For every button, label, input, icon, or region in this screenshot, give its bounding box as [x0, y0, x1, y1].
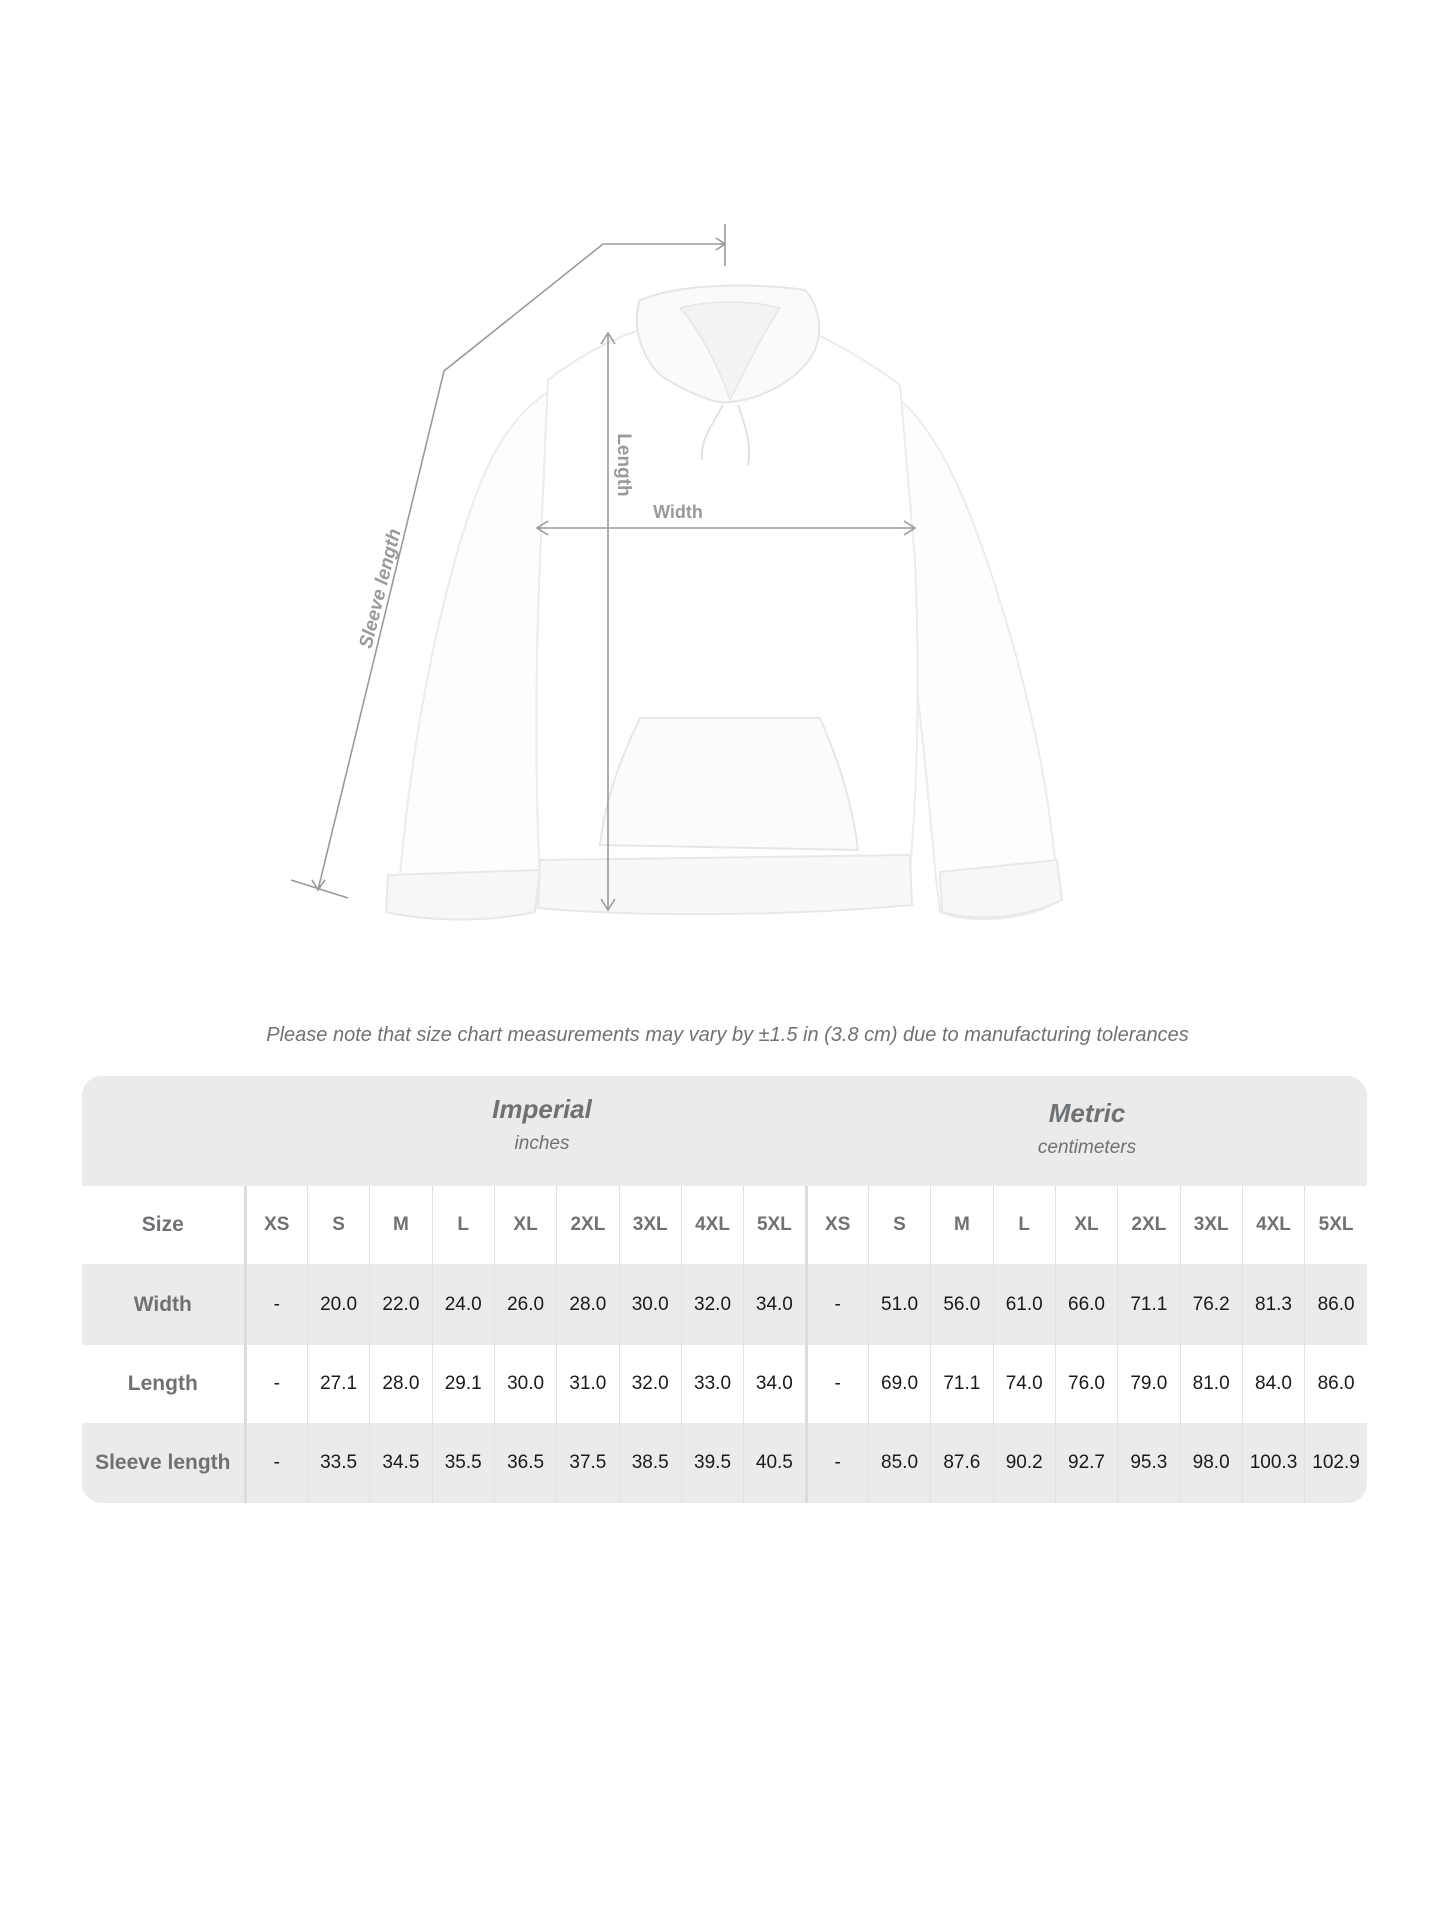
imperial-subtitle: inches [514, 1133, 570, 1154]
imperial-value-cell: 32.0 [681, 1264, 743, 1345]
imperial-size-l: L [432, 1186, 494, 1264]
tolerance-note: Please note that size chart measurements may vary by ±1.5 in (3.8 cm) due to manufacturing tolerances [266, 1024, 1189, 1046]
imperial-size-3xl: 3XL [619, 1186, 681, 1264]
metric-size-l: L [993, 1186, 1055, 1264]
imperial-value-cell: 28.0 [370, 1345, 432, 1423]
metric-value-cell: 51.0 [868, 1264, 930, 1345]
metric-value-cell: - [806, 1345, 868, 1423]
imperial-title: Imperial [492, 1094, 592, 1124]
imperial-value-cell: 20.0 [307, 1264, 369, 1345]
hoodie-illustration [386, 286, 1062, 920]
metric-value-cell: 76.2 [1180, 1264, 1242, 1345]
row-label: Length [82, 1345, 245, 1423]
metric-value-cell: 71.1 [1118, 1264, 1180, 1345]
size-chart [82, 1076, 1367, 1503]
metric-value-cell: 86.0 [1305, 1345, 1367, 1423]
imperial-value-cell: 33.5 [307, 1423, 369, 1503]
row-label: Width [82, 1264, 245, 1345]
metric-value-cell: 92.7 [1055, 1423, 1117, 1503]
metric-value-cell: 84.0 [1242, 1345, 1304, 1423]
metric-value-cell: 81.3 [1242, 1264, 1304, 1345]
imperial-size-5xl: 5XL [744, 1186, 806, 1264]
size-row-label: Size [82, 1186, 245, 1264]
imperial-value-cell: 30.0 [619, 1264, 681, 1345]
row-label: Sleeve length [82, 1423, 245, 1503]
metric-header [807, 1098, 1367, 1159]
imperial-value-cell: 37.5 [557, 1423, 619, 1503]
imperial-value-cell: 30.0 [494, 1345, 556, 1423]
metric-value-cell: 100.3 [1242, 1423, 1304, 1503]
metric-value-cell: 56.0 [931, 1264, 993, 1345]
metric-value-cell: 102.9 [1305, 1423, 1367, 1503]
metric-size-4xl: 4XL [1242, 1186, 1304, 1264]
size-table [82, 1186, 1367, 1503]
metric-size-5xl: 5XL [1305, 1186, 1367, 1264]
width-label: Width [653, 502, 703, 522]
metric-value-cell: - [806, 1264, 868, 1345]
metric-value-cell: 76.0 [1055, 1345, 1117, 1423]
length-label: Length [613, 433, 634, 497]
metric-value-cell: 90.2 [993, 1423, 1055, 1503]
imperial-size-m: M [370, 1186, 432, 1264]
imperial-value-cell: 32.0 [619, 1345, 681, 1423]
imperial-header [247, 1094, 837, 1155]
metric-value-cell: 79.0 [1118, 1345, 1180, 1423]
metric-size-s: S [868, 1186, 930, 1264]
metric-value-cell: 69.0 [868, 1345, 930, 1423]
metric-value-cell: - [806, 1423, 868, 1503]
imperial-value-cell: 36.5 [494, 1423, 556, 1503]
imperial-value-cell: 34.0 [744, 1264, 806, 1345]
metric-value-cell: 61.0 [993, 1264, 1055, 1345]
imperial-size-2xl: 2XL [557, 1186, 619, 1264]
metric-subtitle: centimeters [1037, 1137, 1137, 1158]
table-row [82, 1345, 1367, 1423]
metric-value-cell: 81.0 [1180, 1345, 1242, 1423]
imperial-value-cell: - [245, 1345, 307, 1423]
size-header-row [82, 1186, 1367, 1264]
imperial-value-cell: 24.0 [432, 1264, 494, 1345]
metric-title: Metric [1048, 1098, 1126, 1128]
metric-value-cell: 74.0 [993, 1345, 1055, 1423]
metric-value-cell: 87.6 [931, 1423, 993, 1503]
metric-value-cell: 86.0 [1305, 1264, 1367, 1345]
metric-value-cell: 71.1 [931, 1345, 993, 1423]
imperial-value-cell: 34.0 [744, 1345, 806, 1423]
imperial-value-cell: 35.5 [432, 1423, 494, 1503]
imperial-value-cell: 34.5 [370, 1423, 432, 1503]
imperial-value-cell: 29.1 [432, 1345, 494, 1423]
metric-size-xs: XS [806, 1186, 868, 1264]
metric-size-xl: XL [1055, 1186, 1117, 1264]
imperial-size-xl: XL [494, 1186, 556, 1264]
imperial-value-cell: 26.0 [494, 1264, 556, 1345]
metric-size-m: M [931, 1186, 993, 1264]
imperial-value-cell: 28.0 [557, 1264, 619, 1345]
imperial-value-cell: - [245, 1264, 307, 1345]
imperial-value-cell: 39.5 [681, 1423, 743, 1503]
imperial-value-cell: 33.0 [681, 1345, 743, 1423]
table-row [82, 1264, 1367, 1345]
imperial-value-cell: 31.0 [557, 1345, 619, 1423]
metric-value-cell: 95.3 [1118, 1423, 1180, 1503]
imperial-size-s: S [307, 1186, 369, 1264]
sleeve-length-label: Sleeve length [355, 526, 406, 651]
imperial-value-cell: 22.0 [370, 1264, 432, 1345]
metric-value-cell: 66.0 [1055, 1264, 1117, 1345]
metric-size-2xl: 2XL [1118, 1186, 1180, 1264]
imperial-value-cell: - [245, 1423, 307, 1503]
imperial-value-cell: 40.5 [744, 1423, 806, 1503]
metric-size-3xl: 3XL [1180, 1186, 1242, 1264]
metric-value-cell: 98.0 [1180, 1423, 1242, 1503]
table-row [82, 1423, 1367, 1503]
imperial-value-cell: 38.5 [619, 1423, 681, 1503]
imperial-size-xs: XS [245, 1186, 307, 1264]
metric-value-cell: 85.0 [868, 1423, 930, 1503]
imperial-size-4xl: 4XL [681, 1186, 743, 1264]
imperial-value-cell: 27.1 [307, 1345, 369, 1423]
